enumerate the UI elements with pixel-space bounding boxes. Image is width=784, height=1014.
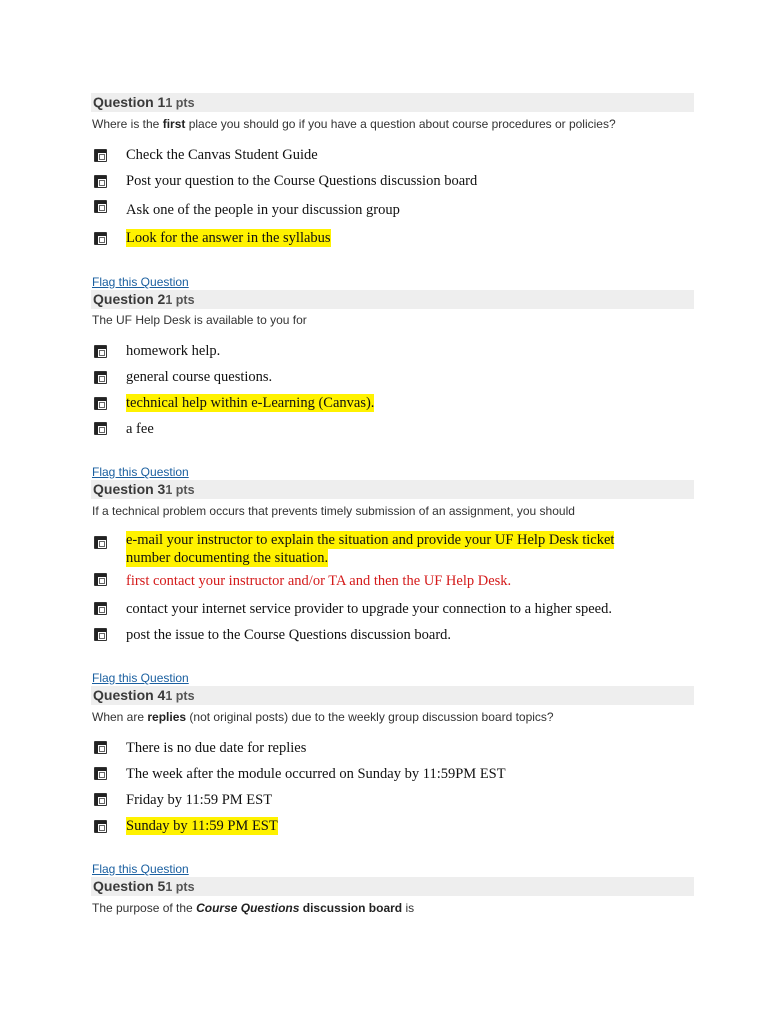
question-5-points: 1 pts bbox=[165, 880, 195, 894]
answer-text-highlighted-line2: number documenting the situation. bbox=[126, 550, 329, 566]
answer-text-red: first contact your instructor and/or TA and then the UF Help Desk. bbox=[126, 573, 512, 589]
question-5-header bbox=[91, 877, 694, 896]
answer-text: Friday by 11:59 PM EST bbox=[126, 792, 273, 808]
question-1-number: Question 1 bbox=[93, 94, 166, 110]
question-3-number: Question 3 bbox=[93, 481, 166, 497]
question-4-points: 1 pts bbox=[165, 689, 195, 703]
radio-button[interactable] bbox=[94, 820, 107, 833]
answer-text: contact your internet service provider to upgrade your connection to a higher speed. bbox=[126, 601, 612, 617]
radio-button[interactable] bbox=[94, 371, 107, 384]
flag-question-link[interactable]: Flag this Question bbox=[92, 671, 189, 685]
radio-button[interactable] bbox=[94, 175, 107, 188]
question-4-header bbox=[91, 686, 694, 705]
radio-button[interactable] bbox=[94, 573, 107, 586]
answer-text-highlighted-line1: e-mail your instructor to explain the situation and provide your UF Help Desk ticket bbox=[126, 532, 615, 548]
answer-text-highlighted: Look for the answer in the syllabus bbox=[126, 230, 331, 246]
question-2-number: Question 2 bbox=[93, 291, 166, 307]
radio-button[interactable] bbox=[94, 397, 107, 410]
question-3-text: If a technical problem occurs that prevents timely submission of an assignment, you should bbox=[92, 504, 575, 518]
answer-text: The week after the module occurred on Sunday by 11:59PM EST bbox=[126, 766, 506, 782]
answer-text: Post your question to the Course Questions discussion board bbox=[126, 173, 478, 189]
flag-question-link[interactable]: Flag this Question bbox=[92, 465, 189, 479]
radio-button[interactable] bbox=[94, 628, 107, 641]
answer-text: Ask one of the people in your discussion group bbox=[126, 202, 400, 218]
question-2-text: The UF Help Desk is available to you for bbox=[92, 313, 307, 327]
radio-button[interactable] bbox=[94, 232, 107, 245]
radio-button[interactable] bbox=[94, 345, 107, 358]
answer-text: Check the Canvas Student Guide bbox=[126, 147, 318, 163]
radio-button[interactable] bbox=[94, 767, 107, 780]
flag-question-link[interactable]: Flag this Question bbox=[92, 862, 189, 876]
answer-text: general course questions. bbox=[126, 369, 273, 385]
question-3-header bbox=[91, 480, 694, 499]
question-4-text: When are replies (not original posts) due to the weekly group discussion board topics? bbox=[92, 710, 554, 724]
question-1-text: Where is the first place you should go if you have a question about course procedures or policies? bbox=[92, 117, 616, 131]
question-5-text: The purpose of the Course Questions discussion board is bbox=[92, 901, 415, 915]
question-2-header bbox=[91, 290, 694, 309]
radio-button[interactable] bbox=[94, 741, 107, 754]
radio-button[interactable] bbox=[94, 149, 107, 162]
question-2-points: 1 pts bbox=[165, 293, 195, 307]
radio-button[interactable] bbox=[94, 536, 107, 549]
radio-button[interactable] bbox=[94, 422, 107, 435]
answer-text: a fee bbox=[126, 421, 154, 437]
question-3-points: 1 pts bbox=[165, 483, 195, 497]
radio-button[interactable] bbox=[94, 793, 107, 806]
answer-text-highlighted: Sunday by 11:59 PM EST bbox=[126, 818, 278, 834]
radio-button[interactable] bbox=[94, 200, 107, 213]
answer-text: homework help. bbox=[126, 343, 221, 359]
answer-text: post the issue to the Course Questions discussion board. bbox=[126, 627, 452, 643]
radio-button[interactable] bbox=[94, 602, 107, 615]
answer-text-highlighted: technical help within e-Learning (Canvas). bbox=[126, 395, 375, 411]
question-1-points: 1 pts bbox=[165, 96, 195, 110]
question-5-number: Question 5 bbox=[93, 878, 166, 894]
flag-question-link[interactable]: Flag this Question bbox=[92, 275, 189, 289]
question-4-number: Question 4 bbox=[93, 687, 166, 703]
answer-text: There is no due date for replies bbox=[126, 740, 307, 756]
question-1-header bbox=[91, 93, 694, 112]
